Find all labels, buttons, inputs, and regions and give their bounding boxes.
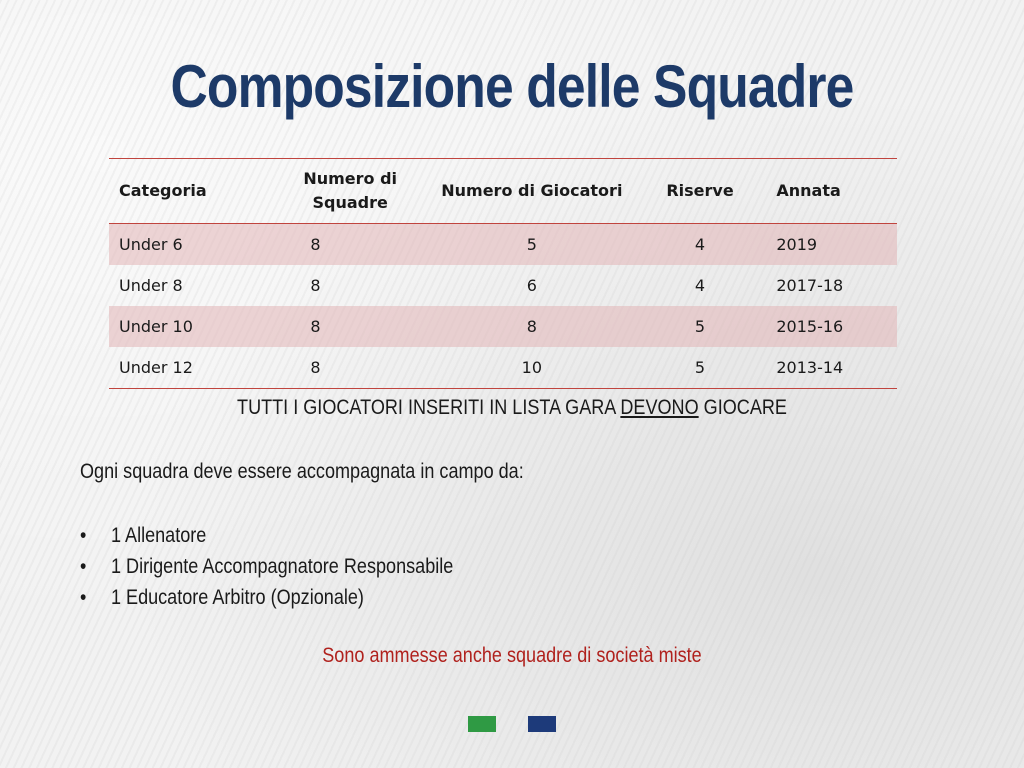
list-item bbox=[80, 551, 453, 582]
cell-squadre: 8 bbox=[310, 276, 321, 295]
bullet-icon: • bbox=[80, 524, 87, 547]
cell-categoria: Under 8 bbox=[119, 276, 183, 295]
cell-squadre: 8 bbox=[270, 306, 430, 347]
table-row bbox=[109, 306, 897, 347]
list-item bbox=[80, 582, 453, 613]
cell-giocatori: 5 bbox=[430, 224, 634, 266]
note-underlined: DEVONO bbox=[620, 396, 699, 419]
table-row bbox=[109, 224, 897, 266]
blue-square-decoration bbox=[528, 716, 556, 732]
list-item-label: 1 Dirigente Accompagnatore Responsabile bbox=[110, 555, 454, 578]
cell-riserve: 5 bbox=[694, 358, 706, 377]
header-squadre-line2: Squadre bbox=[312, 193, 388, 212]
list-item-label: 1 Allenatore bbox=[110, 524, 207, 547]
note-before: TUTTI I GIOCATORI INSERITI IN LISTA GARA bbox=[237, 396, 621, 419]
cell-squadre: 8 bbox=[310, 358, 321, 377]
mixed-teams-note: Sono ammesse anche squadre di società miste bbox=[322, 644, 702, 667]
header-numero-squadre bbox=[270, 159, 430, 224]
staff-list bbox=[80, 520, 453, 613]
header-squadre-line1: Numero di bbox=[303, 169, 398, 188]
header-annata: Annata bbox=[766, 159, 897, 224]
table-header-row bbox=[109, 159, 897, 224]
bullet-icon: • bbox=[80, 555, 87, 578]
cell-annata: 2015-16 bbox=[766, 306, 897, 347]
cell-giocatori: 6 bbox=[526, 276, 537, 295]
header-categoria: Categoria bbox=[109, 159, 270, 224]
page-title: Composizione delle Squadre bbox=[170, 53, 854, 120]
green-square-decoration bbox=[468, 716, 496, 732]
cell-riserve: 4 bbox=[694, 276, 706, 295]
cell-categoria: Under 12 bbox=[119, 358, 193, 377]
staff-intro: Ogni squadra deve essere accompagnata in campo da: bbox=[80, 460, 524, 483]
header-riserve: Riserve bbox=[634, 159, 767, 224]
cell-annata: 2013-14 bbox=[776, 358, 844, 377]
cell-riserve: 4 bbox=[634, 224, 767, 266]
list-item-label: 1 Educatore Arbitro (Opzionale) bbox=[110, 586, 364, 609]
cell-riserve: 5 bbox=[634, 306, 767, 347]
cell-categoria: Under 6 bbox=[109, 224, 270, 266]
note-after: GIOCARE bbox=[698, 396, 787, 419]
cell-annata: 2019 bbox=[766, 224, 897, 266]
list-item bbox=[80, 520, 453, 551]
cell-giocatori: 8 bbox=[430, 306, 634, 347]
play-rule-note bbox=[72, 396, 953, 420]
bullet-icon: • bbox=[80, 586, 87, 609]
table-row bbox=[109, 265, 897, 306]
table-row bbox=[109, 347, 897, 389]
cell-squadre: 8 bbox=[270, 224, 430, 266]
cell-annata: 2017-18 bbox=[776, 276, 844, 295]
cell-giocatori: 10 bbox=[521, 358, 543, 377]
header-numero-giocatori: Numero di Giocatori bbox=[430, 159, 634, 224]
cell-categoria: Under 10 bbox=[109, 306, 270, 347]
teams-table bbox=[109, 158, 897, 389]
